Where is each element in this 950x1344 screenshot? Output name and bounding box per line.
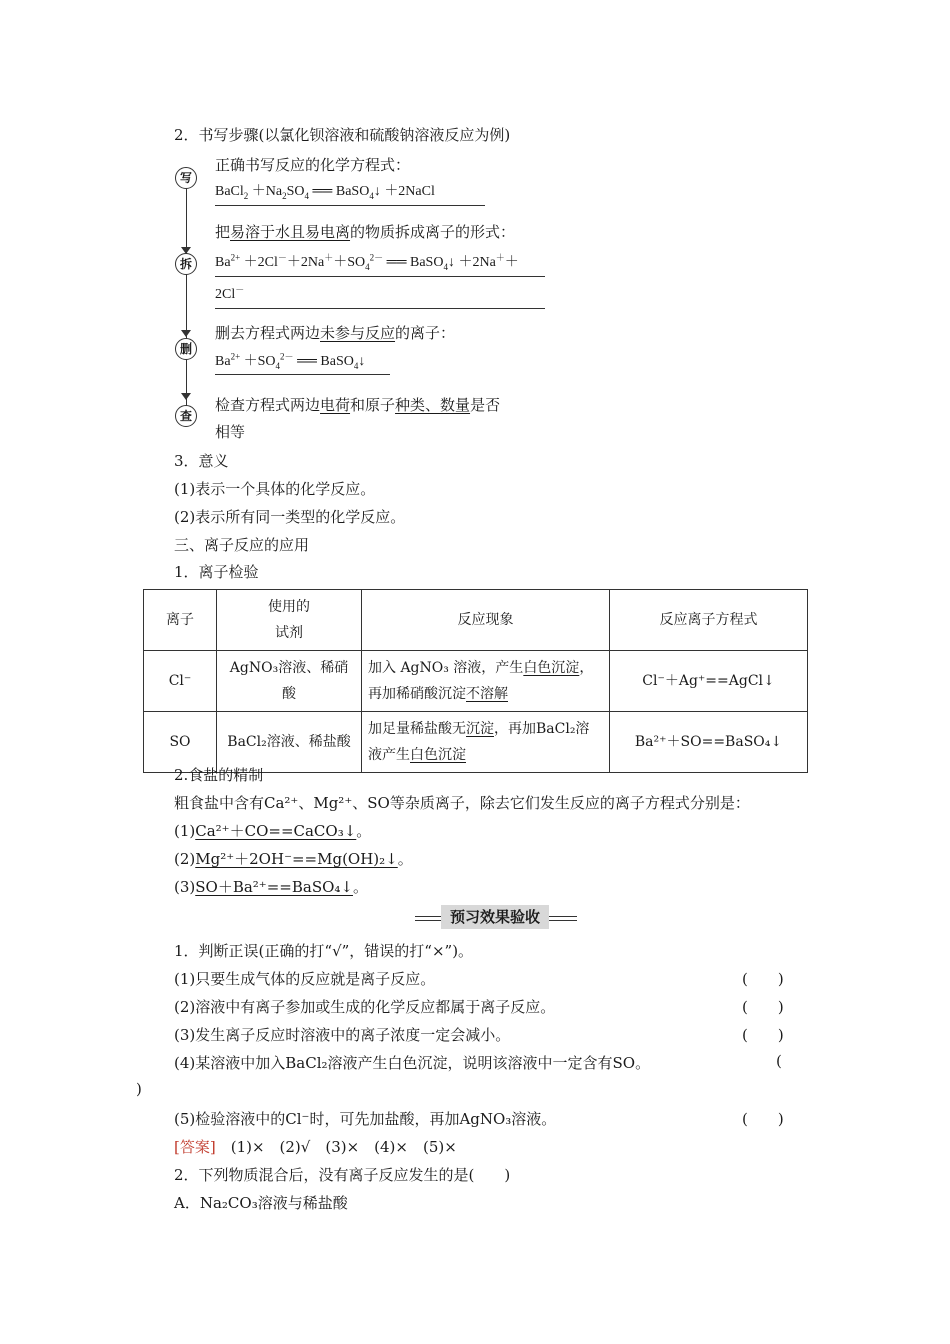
cell-ion: Cl⁻: [144, 651, 217, 712]
step-split-text: 把易溶于水且易电离的物质拆成离子的形式：: [215, 223, 516, 241]
step-delete-rule: [215, 374, 390, 375]
section-heading-meaning: 3．意义: [174, 452, 229, 470]
step-split-rule-2: [215, 308, 545, 309]
step-split-icon: 拆: [175, 253, 197, 275]
quiz-question-2: 2．下列物质混合后，没有离子反应发生的是( ): [174, 1166, 511, 1184]
answer-blank-1: ( ): [742, 970, 784, 988]
banner-title: 预习效果验收: [441, 905, 549, 929]
answer-blank-4-close: ): [136, 1080, 142, 1098]
step-write-rule: [215, 205, 485, 206]
step-delete-icon: 删: [175, 338, 197, 360]
flow-arrow-2: [181, 330, 191, 337]
quiz-item-1: (1)只要生成气体的反应就是离子反应。: [174, 970, 436, 988]
quiz-item-3: (3)发生离子反应时溶液中的离子浓度一定会减小。: [174, 1026, 511, 1044]
step-write-equation: BaCl$_2$ $+Na_2SO_4$ ══ BaSO$_4$↓ ＋2NaCl: [215, 184, 435, 201]
header-equation: 反应离子方程式: [610, 590, 808, 651]
cell-ion: SO: [144, 712, 217, 773]
step-write-text: 正确书写反应的化学方程式：: [215, 156, 411, 174]
quiz-option-a: A．Na₂CO₃溶液与稀盐酸: [174, 1194, 348, 1212]
step-split-equation: $Ba^{2+} +2Cl^-+2Na^++SO_4^{2-}$ ══ BaSO$_4$↓ ＋2Na＋＋: [215, 252, 519, 272]
step-check-text: 检查方程式两边电荷和原子种类、数量是否: [215, 396, 501, 414]
header-phenomenon: 反应现象: [362, 590, 610, 651]
quiz-item-2: (2)溶液中有离子参加或生成的化学反应都属于离子反应。: [174, 998, 556, 1016]
section-heading-application: 三、离子反应的应用: [174, 536, 310, 554]
answer-blank-3: ( ): [742, 1026, 784, 1044]
preview-check-banner: [415, 904, 577, 930]
subheading-salt-refining: 2.食盐的精制: [174, 766, 264, 784]
cell-equation: Ba²⁺＋SO==BaSO₄↓: [610, 712, 808, 773]
cell-reagent: BaCl₂溶液、稀盐酸: [217, 712, 362, 773]
header-ion: 离子: [144, 590, 217, 651]
answer-values: (1)× (2)√ (3)× (4)× (5)×: [215, 1138, 457, 1156]
flow-arrow-3: [181, 393, 191, 400]
subheading-ion-test: 1．离子检验: [174, 563, 259, 581]
quiz-item-4: (4)某溶液中加入BaCl₂溶液产生白色沉淀，说明该溶液中一定含有SO。: [174, 1054, 651, 1072]
quiz-question-1: 1．判断正误(正确的打“√”，错误的打“×”)。: [174, 942, 474, 960]
step-split-rule-1: [215, 276, 545, 277]
flow-line: [186, 186, 187, 408]
header-reagent: 使用的 试剂: [217, 590, 362, 651]
cell-reagent: AgNO₃溶液、稀硝酸: [217, 651, 362, 712]
cell-phenomenon: 加入 AgNO₃ 溶液，产生白色沉淀，再加稀硝酸沉淀不溶解: [362, 651, 610, 712]
step-delete-text: 删去方程式两边未参与反应的离子：: [215, 324, 456, 342]
answer-line: [174, 1136, 457, 1157]
table-row: [144, 651, 808, 712]
salt-equation-2: (2)Mg²⁺＋2OH⁻==Mg(OH)₂↓。: [174, 850, 413, 868]
salt-equation-1: (1)Ca²⁺＋CO==CaCO₃↓。: [174, 822, 372, 840]
ion-test-table: [143, 589, 808, 773]
meaning-item-2: (2)表示所有同一类型的化学反应。: [174, 508, 406, 526]
step-split-equation-cont: 2Cl－: [215, 284, 245, 302]
step-check-icon: 查: [175, 405, 197, 427]
table-header-row: [144, 590, 808, 651]
cell-phenomenon: 加足量稀盐酸无沉淀，再加BaCl₂溶液产生白色沉淀: [362, 712, 610, 773]
answer-blank-4-open: (: [776, 1052, 782, 1070]
salt-equation-3: (3)SO＋Ba²⁺==BaSO₄↓。: [174, 878, 368, 896]
step-delete-equation: $Ba^{2+} +SO_4^{2-}$ ══ BaSO$_4$↓: [215, 351, 366, 371]
step-write-icon: 写: [175, 167, 197, 189]
cell-equation: Cl⁻＋Ag⁺==AgCl↓: [610, 651, 808, 712]
section-heading-writing-steps: 2．书写步骤(以氯化钡溶液和硫酸钠溶液反应为例): [174, 126, 511, 144]
answer-tag: [答案]: [174, 1138, 216, 1156]
answer-blank-2: ( ): [742, 998, 784, 1016]
quiz-item-5: (5)检验溶液中的Cl⁻时，可先加盐酸，再加AgNO₃溶液。: [174, 1110, 557, 1128]
step-check-text-cont: 相等: [215, 423, 246, 441]
answer-blank-5: ( ): [742, 1110, 784, 1128]
meaning-item-1: (1)表示一个具体的化学反应。: [174, 480, 376, 498]
salt-intro: 粗食盐中含有Ca²⁺、Mg²⁺、SO等杂质离子，除去它们发生反应的离子方程式分别是：: [174, 794, 750, 812]
